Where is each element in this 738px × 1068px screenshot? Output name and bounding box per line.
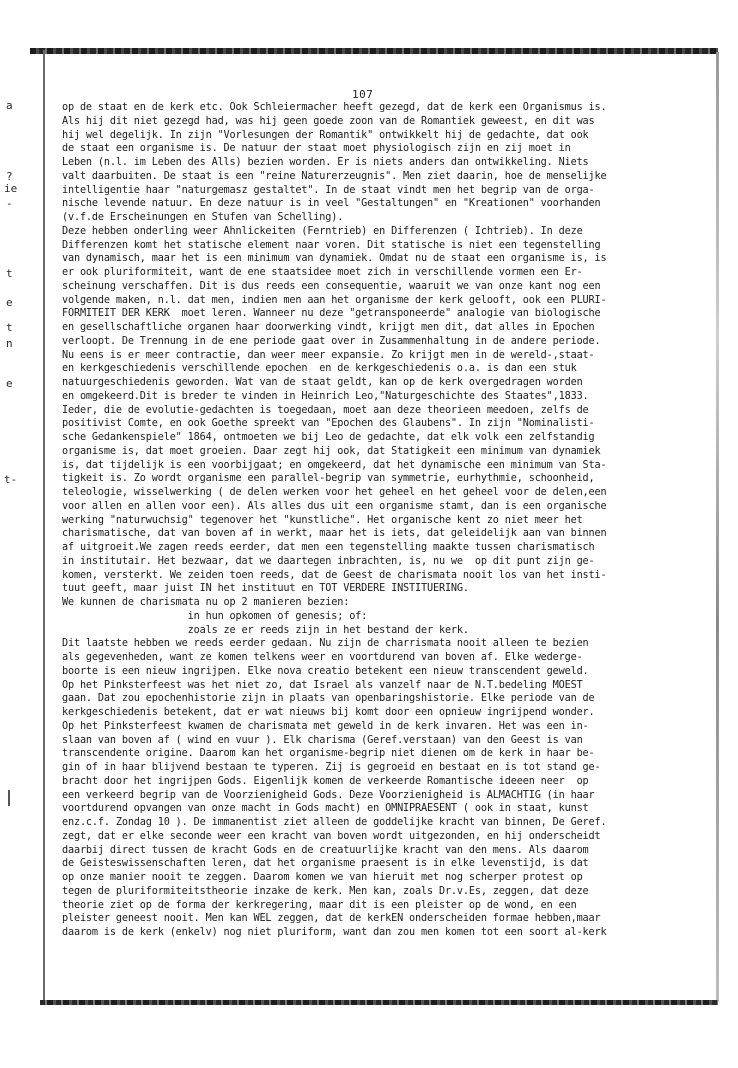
text-line: teleologie, wisselwerking ( de delen werken voor het geheel en het geheel voor de delen,een [62, 487, 607, 498]
margin-fragment: - [6, 197, 13, 210]
text-line: gin of in haar blijvend bestaan te typeren. Zij is gegroeid en bestaat en is tot stand ge- [62, 762, 601, 773]
text-line: voor allen en allen voor een). Als alles dus uit een organisme stamt, dan is een organische [62, 500, 607, 512]
text-line: een verkeerd begrip van de Voorzienigheid Gods. Deze Voorzienigheid is ALMACHTIG (in haar [62, 789, 595, 801]
text-line: en omgekeerd.Dit is breder te vinden in Heinrich Leo,"Naturgeschichte des Staates",1833. [62, 390, 589, 402]
body-text [62, 101, 702, 940]
text-line: daarom is de kerk (enkelv) nog niet pluriform, want dan zou men komen tot een soort al-kerk [62, 927, 607, 938]
text-line: transcendente origine. Daarom kan het organisme-begrip niet dienen om de kerk in haar be- [62, 748, 595, 760]
text-line: gaan. Dat zou epochenhistorie zijn in plaats van openbaringshistorie. Elke periode van de [62, 693, 595, 705]
text-line: FORMITEIT DER KERK moet leren. Wanneer nu deze "getransponeerde" analogie van biologische [62, 308, 601, 320]
text-line: hij wel degelijk. In zijn "Vorlesungen der Romantik" ontwikkelt hij de gedachte, dat ook [62, 129, 589, 141]
text-line: organisme is, dat moet groeien. Daar zegt hij ook, dat Statigkeit een minimum van dynamiek [62, 445, 601, 457]
text-line: valt daarbuiten. De staat is een "reine Naturerzeugnis". Men ziet daarin, hoe de menselijke [62, 170, 607, 182]
text-line: slaan van boven af ( wind en vuur ). Elk charisma (Geref.verstaan) van den Geest is van [62, 734, 583, 746]
text-line: af uitgroeit.We zagen reeds eerder, dat men een tegenstelling maakte tussen charismatisch [62, 542, 595, 553]
text-line: zoals ze er reeds zijn in het bestand der kerk. [62, 624, 469, 636]
margin-fragment: t- [4, 473, 18, 486]
text-line: er ook pluriformiteit, want de ene staatsidee moet zich in verschillende vormen een Er- [62, 267, 583, 278]
text-line: natuurgeschiedenis geworden. Wat van de staat geldt, kan op de kerk overgedragen worden [62, 377, 583, 388]
text-line: (v.f.de Erscheinungen en Stufen van Schelling). [62, 212, 344, 223]
text-line: theorie ziet op de forma der kerkregering, maar dit is een pleister op de wond, en een [62, 899, 577, 911]
text-line: Ieder, die de evolutie-gedachten is toegedaan, moet aan deze theorieen meedoen, zelfs de [62, 404, 589, 416]
text-line: de Geisteswissenschaften leren, dat het organisme praesent is in elke levenstijd, is dat [62, 858, 589, 870]
margin-fragment: t [6, 321, 13, 334]
text-line: We kunnen de charismata nu op 2 manieren bezien: [62, 597, 350, 608]
text-line: Als hij dit niet gezegd had, was hij geen goede zoon van de Romantiek geweest, en dit was [62, 115, 595, 127]
text-line: Leben (n.l. im Leben des Alls) bezien worden. Er is niets anders dan ontwikkeling. Niets [62, 157, 589, 168]
text-line: Nu eens is er meer contractie, dan weer meer expansie. Zo krijgt men in de wereld-,staat- [62, 349, 595, 361]
margin-fragment: e [6, 377, 13, 390]
page-number: 107 [352, 88, 374, 101]
scan-edge-right [716, 52, 719, 1002]
text-line: boorte is een nieuw ingrijpen. Elke nova creatio betekent een nieuw transcendent geweld. [62, 665, 589, 677]
text-line: voortdurend opvangen van onze macht in Gods macht) en OMNIPRAESENT ( ook in staat, kunst [62, 803, 589, 815]
text-line: van dynamisch, maar het is een minimum van dynamiek. Omdat nu de staat een organisme is, is [62, 253, 607, 265]
text-line: bracht door het ingrijpen Gods. Eigenlijk komen de verkeerde Romantische ideeen neer op [62, 775, 589, 787]
margin-fragment: e [6, 296, 13, 309]
text-line: intelligentie haar "naturgemasz gestaltet". In de staat vindt men het begrip van de orga- [62, 184, 595, 196]
text-line: Deze hebben onderling weer Ahnlickeiten (Ferntrieb) en Differenzen ( Ichtrieb). In deze [62, 225, 583, 237]
text-line: als gegevenheden, want ze komen telkens weer en voortdurend van boven af. Elke wederge- [62, 652, 583, 663]
text-line: scheinung verschaffen. Dit is dus reeds een consequentie, waaruit we van onze kant nog een [62, 280, 601, 292]
text-line: in institutair. Het bezwaar, dat we daartegen inbrachten, is, nu we op dit punt zijn ge- [62, 555, 595, 567]
text-line: verloopt. De Trennung in de ene periode gaat over in Zusammenhaltung in de andere periode. [62, 335, 601, 347]
text-line: op de staat en de kerk etc. Ook Schleiermacher heeft gezegd, dat de kerk een Organismus is. [62, 102, 607, 113]
text-line: tuut geeft, maar juist IN het instituut en TOT VERDERE INSTITUERING. [62, 583, 469, 595]
text-line: is, dat tijdelijk is een voorbijgaat; en omgekeerd, dat het dynamische een minimum van Sta- [62, 459, 607, 471]
text-line: de staat een organisme is. De natuur der staat moet physiologisch zijn en zij moet in [62, 143, 571, 155]
text-line: positivist Comte, en ook Goethe spreekt van "Epochen des Glaubens". In zijn "Nominalisti- [62, 418, 595, 430]
margin-fragment: t [6, 267, 13, 280]
margin-fragment: n [6, 337, 13, 350]
text-line: komen, versterkt. We zeiden toen reeds, dat de Geest de charismata nooit los van het insti- [62, 569, 607, 581]
text-line: sche Gedankenspiele" 1864, ontmoeten we bij Leo de gedachte, dat elk volk een zelfstandig [62, 432, 595, 443]
text-line: werking "naturwuchsig" tegenover het "kunstliche". Het organische kent zo niet meer het [62, 514, 583, 526]
text-line: pleister geneest nooit. Men kan WEL zeggen, dat de kerkEN onderscheiden formae hebben,maar [62, 913, 601, 925]
text-line: en kerkgeschiedenis verschillende epochen en de kerkgeschiedenis o.a. is dan een stuk [62, 363, 577, 375]
text-line: enz.c.f. Zondag 10 ). De immanentist ziet alleen de goddelijke kracht van binnen, De Geref. [62, 817, 607, 828]
margin-mark [8, 790, 10, 806]
text-line: daarbij direct tussen de kracht Gods en de creatuurlijke kracht van den mens. Als daarom [62, 844, 589, 856]
text-line: charismatische, dat van boven af in werkt, maar het is iets, dat geleidelijk aan van binnen [62, 528, 607, 540]
scan-edge-top [30, 48, 718, 54]
margin-fragment: ? [6, 170, 13, 183]
text-line: en gesellschaftliche organen haar doorwerking vindt, krijgt men dit, dat alles in Epochen [62, 322, 595, 333]
text-line: Dit laatste hebben we reeds eerder gedaan. Nu zijn de charrismata nooit alleen te bezien [62, 638, 589, 650]
text-line: in hun opkomen of genesis; of: [62, 610, 368, 622]
margin-fragment: ie [4, 182, 18, 195]
text-line: volgende maken, n.l. dat men, indien men aan het organisme der kerk gelooft, ook een PLURI- [62, 294, 607, 306]
text-line: tigkeit is. Zo wordt organisme een parallel-begrip van symmetrie, eurhythmie, schoonheid, [62, 473, 595, 485]
text-line: tegen de pluriformiteitstheorie inzake de kerk. Men kan, zoals Dr.v.Es, zeggen, dat deze [62, 885, 589, 897]
text-line: nische levende natuur. En deze natuur is in veel "Gestaltungen" en "Kreationen" voorhanden [62, 198, 601, 210]
scan-edge-left [43, 50, 45, 1002]
text-line: Differenzen komt het statische element naar voren. Dit statische is niet een tegenstelling [62, 239, 601, 251]
text-line: zegt, dat er elke seconde weer een kracht van boven wordt uitgezonden, en hij onderscheidt [62, 830, 601, 842]
text-line: Op het Pinksterfeest was het niet zo, dat Israel als vanzelf naar de N.T.bedeling MOEST [62, 679, 583, 691]
text-line: op onze manier nooit te zeggen. Daarom komen we van hieruit met nog scherper protest op [62, 872, 583, 883]
scan-edge-bottom [40, 1000, 718, 1005]
margin-fragment: a [6, 99, 13, 112]
text-line: Op het Pinksterfeest kwamen de charismata met geweld in de kerk invaren. Het was een in- [62, 720, 589, 732]
text-line: kerkgeschiedenis betekent, dat er wat nieuws bij komt door een opnieuw ingrijpend wonder. [62, 707, 595, 718]
